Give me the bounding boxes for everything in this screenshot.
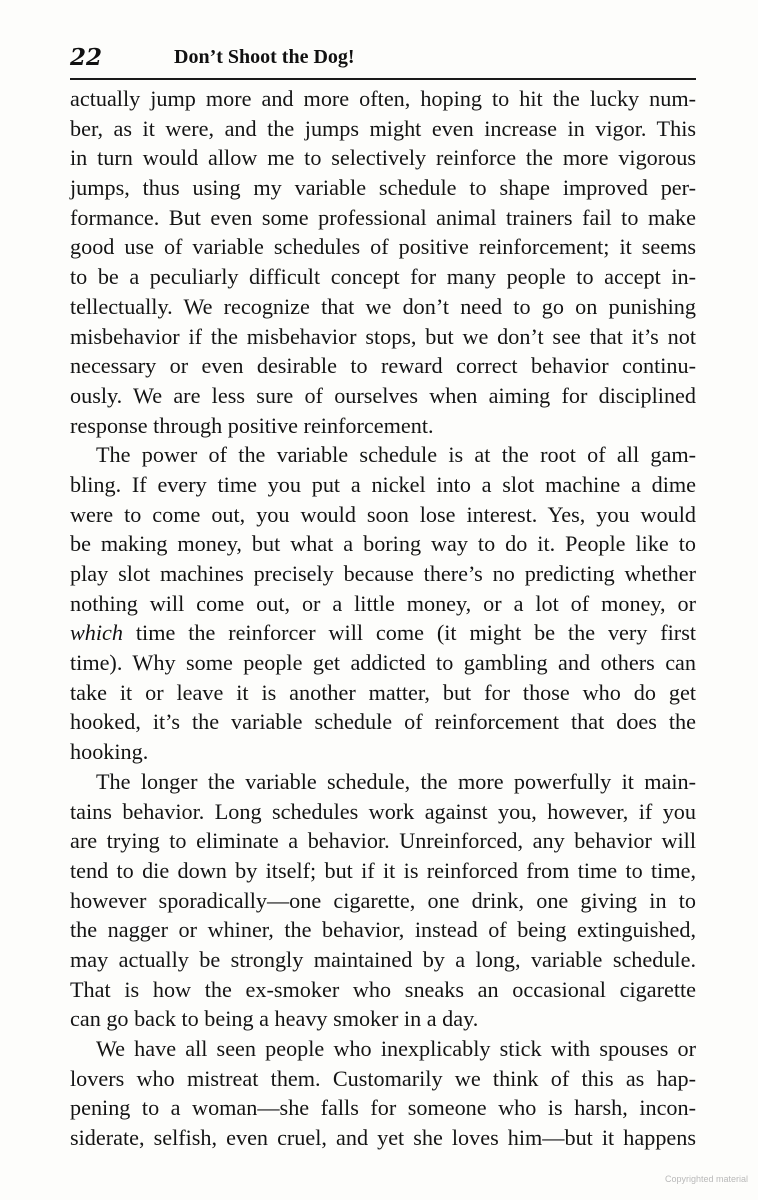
text-line: be making money, but what a boring way to do it. People like to (70, 531, 696, 557)
text-line: The longer the variable schedule, the more powerfully it main- (96, 768, 696, 794)
copyright-notice: Copyrighted material (664, 1174, 748, 1184)
page-number: 22 (70, 44, 103, 71)
text-line: are trying to eliminate a behavior. Unreinforced, any behavior will (70, 828, 696, 854)
text-line: play slot machines precisely because there’s no predicting whether (70, 561, 696, 586)
text-line: pening to a woman—she falls for someone who is harsh, incon- (70, 1095, 696, 1121)
text-line: siderate, selfish, even cruel, and yet she loves him—but it happens (70, 1125, 696, 1151)
text-line: to be a peculiarly difficult concept for many people to accept in- (70, 264, 696, 290)
text-line: good use of variable schedules of positive reinforcement; it seems (70, 234, 696, 260)
text-line: jumps, thus using my variable schedule to shape improved per- (70, 175, 696, 201)
text-line: hooking. (70, 739, 149, 765)
text-line: ber, as it were, and the jumps might even increase in vigor. This (70, 115, 696, 141)
text-line: ously. We are less sure of ourselves when aiming for disciplined (70, 382, 696, 408)
text-line: The power of the variable schedule is at the root of all gam- (96, 442, 696, 468)
text-line: the nagger or whiner, the behavior, instead of being extinguished, (70, 917, 696, 943)
text-line: hooked, it’s the variable schedule of reinforcement that does the (70, 709, 696, 735)
text-line: We have all seen people who inexplicably stick with spouses or (96, 1036, 696, 1061)
body-text (70, 84, 696, 1153)
paragraph (70, 1034, 696, 1153)
text-line: misbehavior if the misbehavior stops, but we don’t see that it’s not (70, 323, 696, 349)
text-line: were to come out, you would soon lose interest. Yes, you would (70, 501, 696, 527)
text-line: tains behavior. Long schedules work against you, however, if you (70, 798, 696, 824)
text-line: tellectually. We recognize that we don’t need to go on punishing (70, 293, 696, 319)
text-line: lovers who mistreat them. Customarily we think of this as hap- (70, 1065, 696, 1091)
paragraph (70, 440, 696, 767)
text-line: tend to die down by itself; but if it is reinforced from time to time, (70, 857, 696, 883)
text-line: however sporadically—one cigarette, one drink, one giving in to (70, 887, 696, 913)
text-line: formance. But even some professional animal trainers fail to make (70, 204, 696, 230)
text-line: can go back to being a heavy smoker in a day. (70, 1006, 479, 1032)
italic-word: which (70, 620, 123, 646)
book-title: Don’t Shoot the Dog! (174, 46, 355, 68)
text-line: response through positive reinforcement. (70, 412, 434, 438)
text-line: That is how the ex-smoker who sneaks an occasional cigarette (70, 976, 696, 1002)
paragraph (70, 767, 696, 1034)
text-line: take it or leave it is another matter, but for those who do get (70, 679, 696, 705)
text-line: may actually be strongly maintained by a long, variable schedule. (70, 946, 696, 972)
text-line: bling. If every time you put a nickel into a slot machine a dime (70, 471, 696, 497)
text-line: in turn would allow me to selectively reinforce the more vigorous (70, 145, 696, 171)
text-line: necessary or even desirable to reward correct behavior continu- (70, 353, 696, 379)
text-line: actually jump more and more often, hoping to hit the lucky num- (70, 86, 696, 111)
paragraph (70, 84, 696, 440)
text-line: time). Why some people get addicted to gambling and others can (70, 650, 696, 676)
text-line: which time the reinforcer will come (it might be the very first (70, 620, 696, 646)
text-line: nothing will come out, or a little money, or a lot of money, or (70, 590, 696, 616)
running-head (70, 42, 696, 80)
